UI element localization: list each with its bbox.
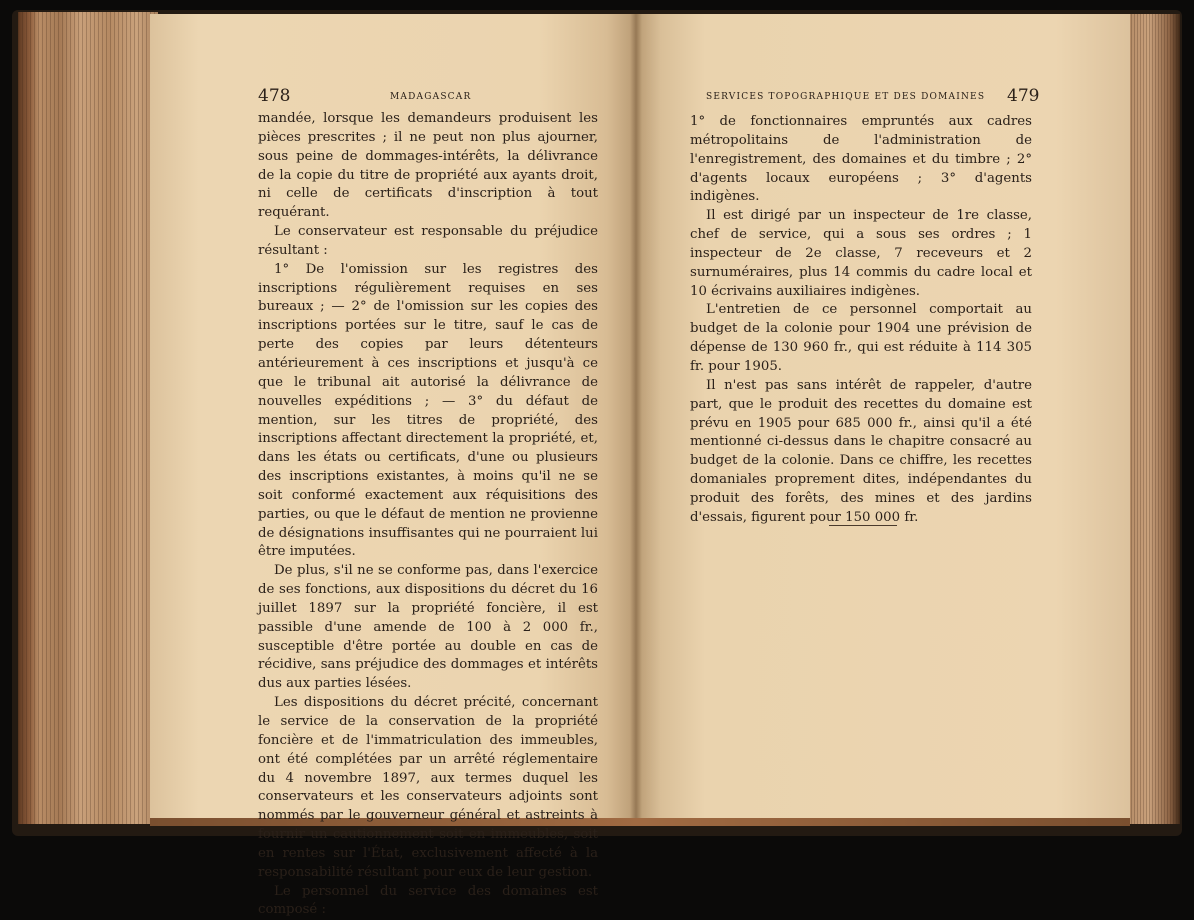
section-end-rule — [829, 525, 897, 526]
right-page-number: 479 — [1007, 86, 1040, 106]
left-paragraph: 1° De l'omission sur les registres des inscriptions régulièrement requises en ses bureaux ; — 2° de l'omission sur les copies des inscriptions portées sur le titre, sauf le cas de perte des copies par leurs détenteurs antérieurement à ces inscriptions et jusqu'à ce que le tribunal ait autorisé la délivrance de nouvelles expéditions ; — 3° du défaut de mention, sur les titres de propriété, des inscriptions affectant directement la propriété, et, dans les états ou certificats, d'une ou plusieurs des inscriptions existantes, à moins qu'il ne se soit conformé exactement aux réquisitions des parties, ou que le défaut de mention ne provienne de désignations insuffisantes qui ne pourraient lui être imputées. — [258, 261, 598, 560]
right-running-head: SERVICES TOPOGRAPHIQUE ET DES DOMAINES — [706, 92, 986, 102]
left-paragraph: Le personnel du service des domaines est composé : — [258, 883, 598, 918]
left-paragraph: Le conservateur est responsable du préjudice résultant : — [258, 224, 598, 258]
left-page-number: 478 — [258, 86, 291, 106]
right-paragraph: 1° de fonctionnaires empruntés aux cadres métropolitains de l'administration de l'enregistrement, des domaines et du timbre ; 2° d'agents locaux européens ; 3° d'agents indigènes. — [690, 114, 1032, 205]
left-page-header — [258, 86, 618, 108]
right-paragraph: Il n'est pas sans intérêt de rappeler, d'autre part, que le produit des recettes du domaine est prévu en 1905 pour 685 000 fr., ainsi qu'il a été mentionné ci-dessus dans le chapitre consacré au budget de la colonie. Dans ce chiffre, les recettes domaniales proprement dites, indépendantes du produit des forêts, des mines et des jardins d'essais, figurent pour 150 000 fr. — [690, 377, 1032, 525]
left-page-edges — [18, 12, 158, 824]
left-page-body — [258, 110, 598, 920]
right-page-body — [690, 113, 1032, 528]
left-paragraph: De plus, s'il ne se conforme pas, dans l'exercice de ses fonctions, aux dispositions du décret du 16 juillet 1897 sur la propriété foncière, il est passible d'une amende de 100 à 2 000 fr., susceptible d'être portée au double en cas de récidive, sans préjudice des dommages et intérêts dus aux parties lésées. — [258, 563, 598, 692]
right-paragraph: Il est dirigé par un inspecteur de 1re classe, chef de service, qui a sous ses ordres ; 1 inspecteur de 2e classe, 7 receveurs et 2 surnuméraires, plus 14 commis du cadre local et 10 écrivains auxiliaires indigènes. — [690, 208, 1032, 299]
left-paragraph: Les dispositions du décret précité, concernant le service de la conservation de la propriété foncière et de l'immatriculation des immeubles, ont été complétées par un arrêté réglementaire du 4 novembre 1897, aux termes duquel les conservateurs et les conservateurs adjoints sont nommés par le gouverneur général et astreints à fournir un cautionnement soit en immeubles, soit en rentes sur l'État, exclusivement affecté à la responsabilité résultant pour eux de leur gestion. — [258, 695, 598, 880]
left-paragraph: mandée, lorsque les demandeurs produisent les pièces prescrites ; il ne peut non plus ajourner, sous peine de dommages-intérêts, la délivrance de la copie du titre de propriété aux ayants droit, ni celle de certificats d'inscription à tout requérant. — [258, 111, 598, 221]
book-gutter — [630, 14, 642, 820]
left-running-head: MADAGASCAR — [390, 92, 472, 102]
right-page-edges — [1128, 14, 1180, 824]
right-page-header — [706, 86, 1040, 108]
right-paragraph: L'entretien de ce personnel comportait au budget de la colonie pour 1904 une prévision de dépense de 130 960 fr., qui est réduite à 114 305 fr. pour 1905. — [690, 302, 1032, 374]
